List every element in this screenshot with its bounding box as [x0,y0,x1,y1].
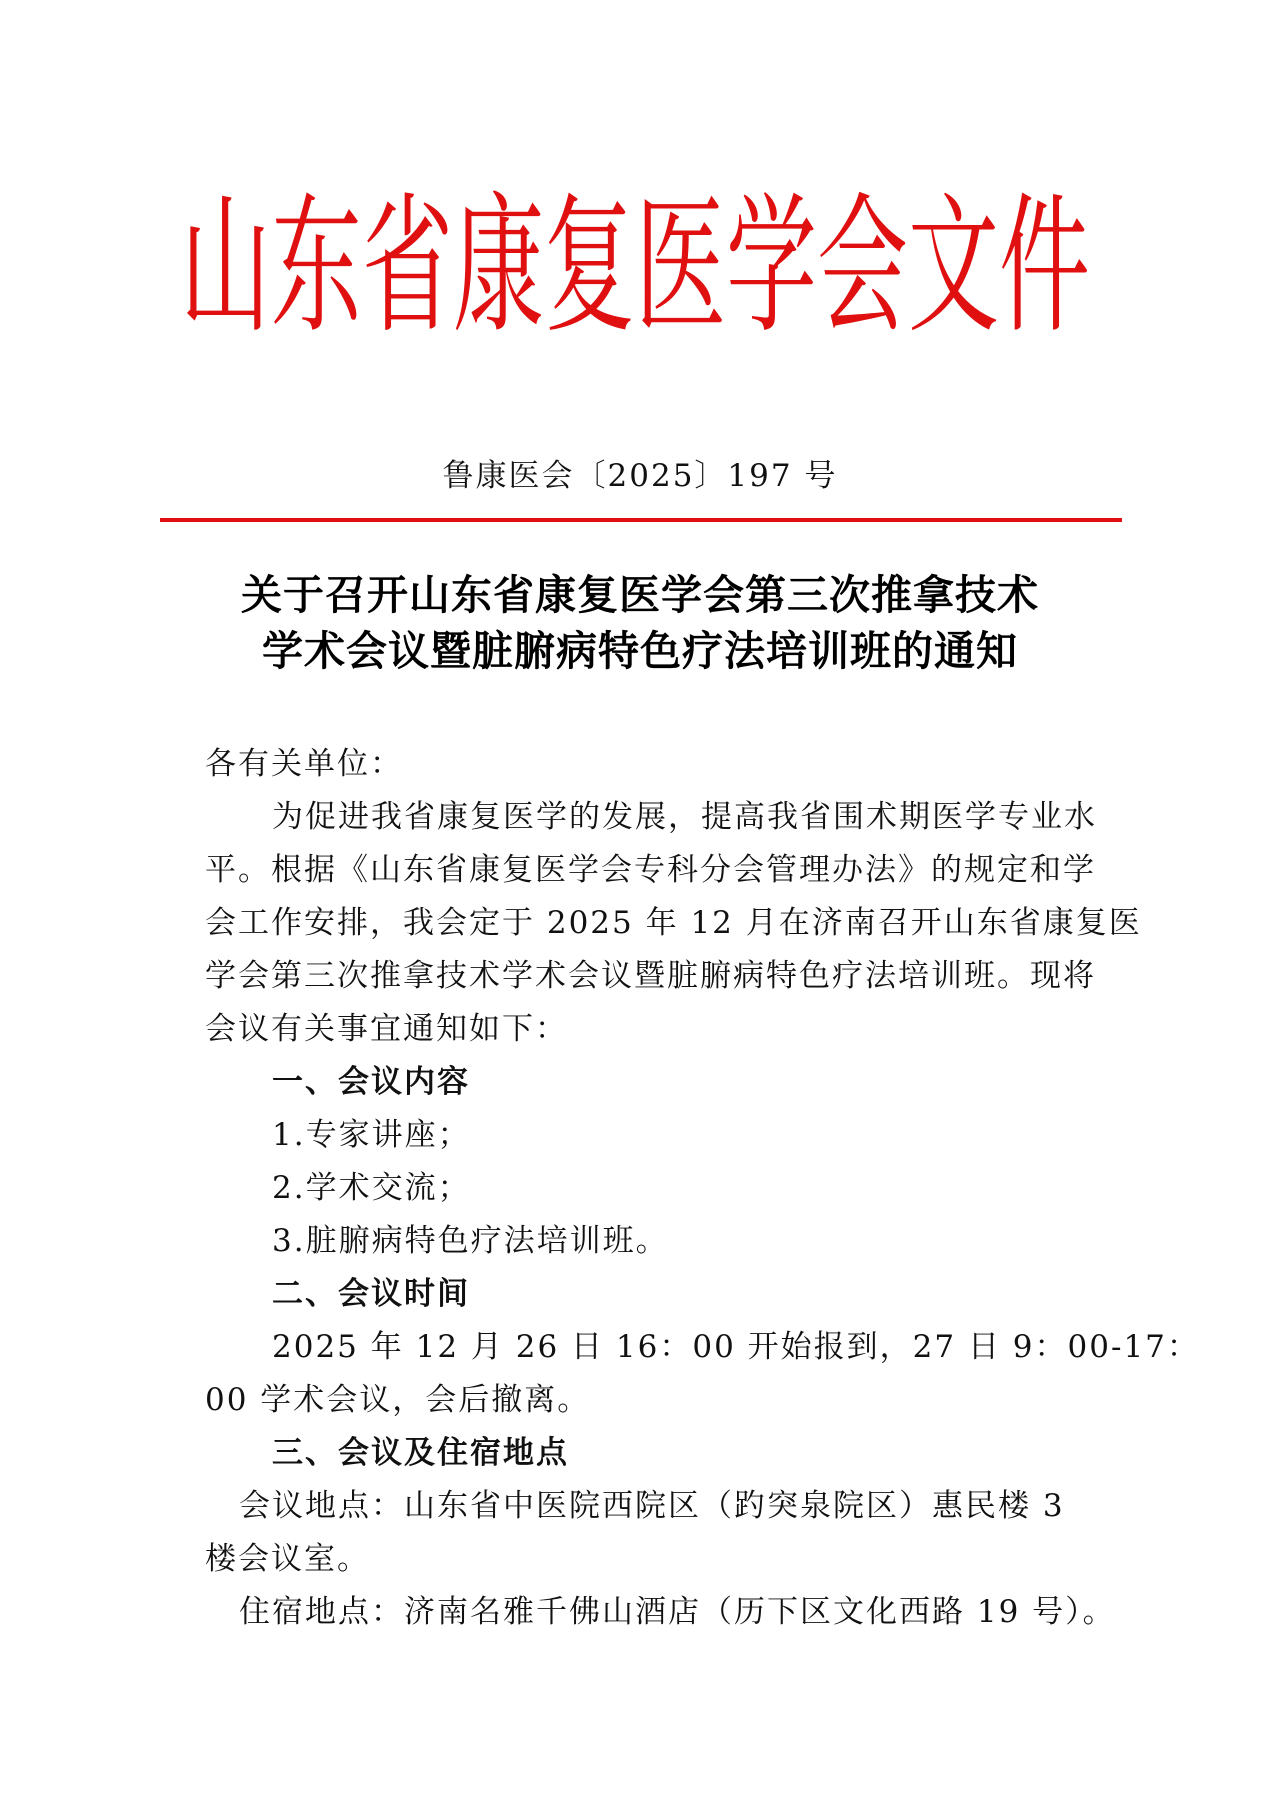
intro-line: 会议有关事宜通知如下： [205,1011,568,1047]
masthead-title [180,190,1100,350]
list-item: 1.专家讲座； [272,1117,471,1153]
section-heading-venue: 三、会议及住宿地点 [272,1435,569,1471]
masthead-text: 山东省康复医学会文件 [180,190,1090,350]
intro-line: 学会第三次推拿技术学术会议暨脏腑病特色疗法培训班。现将 [205,958,1096,994]
time-line: 00 学术会议，会后撤离。 [205,1382,591,1418]
red-divider-rule [160,518,1122,522]
intro-line: 会工作安排，我会定于 2025 年 12 月在济南召开山东省康复医 [205,905,1142,941]
section-heading-content: 一、会议内容 [272,1064,470,1100]
salutation: 各有关单位： [205,746,403,782]
section-heading-time: 二、会议时间 [272,1276,470,1312]
intro-line: 平。根据《山东省康复医学会专科分会管理办法》的规定和学 [205,852,1096,888]
document-number: 鲁康医会〔2025〕197 号 [442,458,838,494]
venue-line: 楼会议室。 [205,1541,370,1577]
notice-body [205,738,1200,1639]
masthead-svg [180,190,1100,350]
notice-title [150,567,1130,679]
hotel-line: 住宿地点：济南名雅千佛山酒店（历下区文化西路 19 号）。 [239,1594,1116,1630]
list-item: 3.脏腑病特色疗法培训班。 [272,1223,669,1259]
intro-line: 为促进我省康复医学的发展，提高我省围术期医学专业水 [272,799,1097,835]
notice-title-line-1: 关于召开山东省康复医学会第三次推拿技术 [241,571,1039,619]
time-line: 2025 年 12 月 26 日 16：00 开始报到，27 日 9：00-17： [272,1329,1200,1365]
list-item: 2.学术交流； [272,1170,471,1206]
notice-title-line-2: 学术会议暨脏腑病特色疗法培训班的通知 [262,627,1018,675]
venue-line: 会议地点：山东省中医院西院区（趵突泉院区）惠民楼 3 [239,1488,1065,1524]
